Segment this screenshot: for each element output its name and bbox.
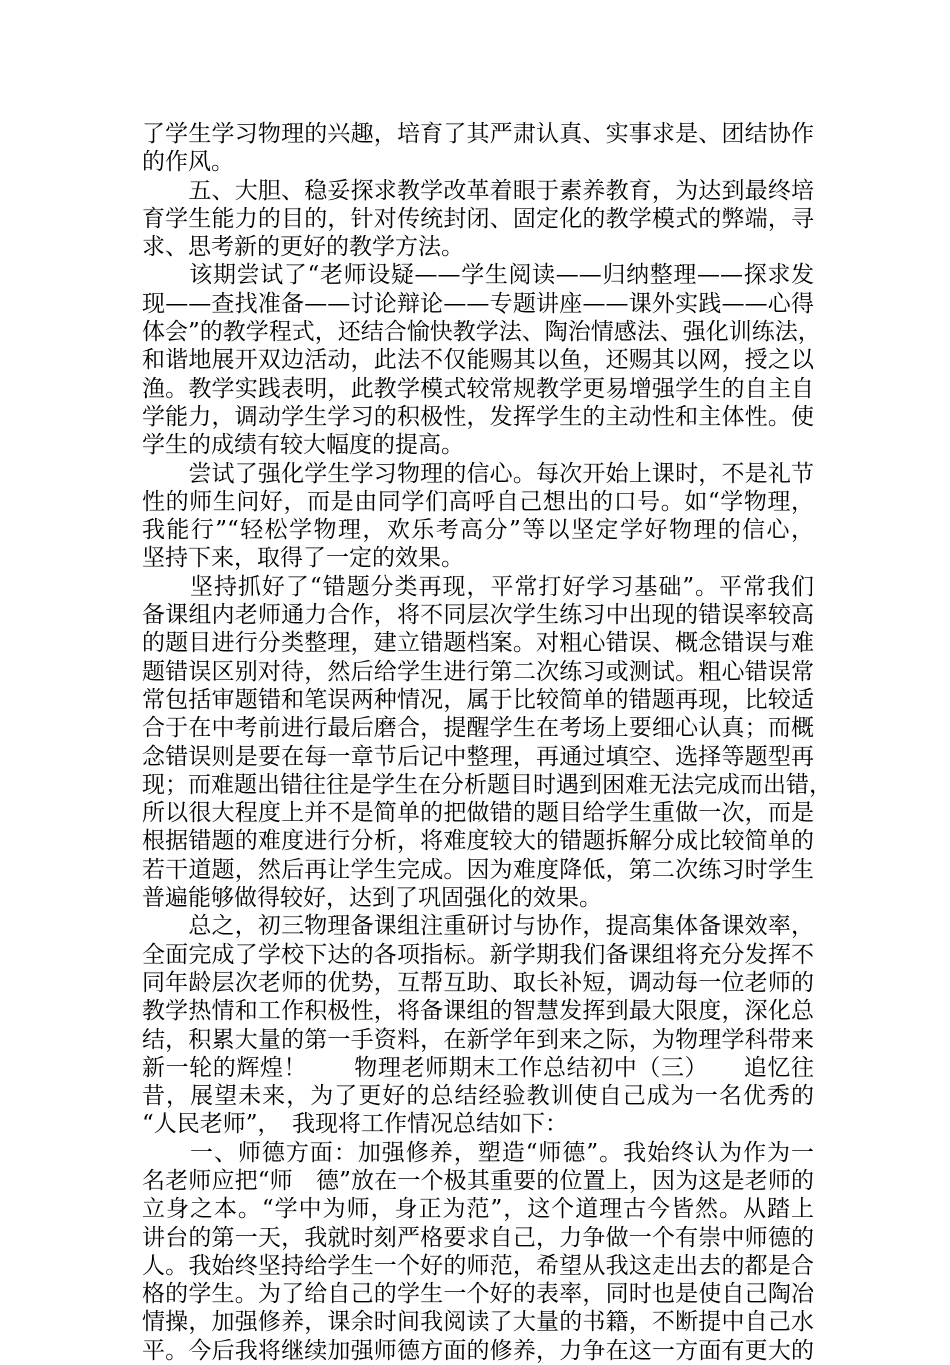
text-line: 学生的成绩有较大幅度的提高。: [142, 432, 464, 459]
text-line: 所以很大程度上并不是简单的把做错的题目给学生重做一次，而是: [142, 800, 814, 827]
text-line: 坚持下来，取得了一定的效果。: [142, 545, 464, 572]
text-line: 一、师德方面：加强修养，塑造“师德”。我始终认为作为一: [142, 1139, 814, 1166]
text-line: 备课组内老师通力合作，将不同层次学生练习中出现的错误率较高: [142, 602, 814, 629]
text-line: 常包括审题错和笔误两种情况，属于比较简单的错题再现，比较适: [142, 686, 814, 713]
text-line: 育学生能力的目的，针对传统封闭、固定化的教学模式的弊端，寻: [142, 205, 814, 232]
text-line: 合于在中考前进行最后磨合，提醒学生在考场上要细心认真；而概: [142, 715, 814, 742]
document-body: [142, 120, 832, 1365]
text-line: 昔，展望未来，为了更好的总结经验教训使自己成为一名优秀的: [142, 1083, 814, 1110]
text-line: 我能行”“轻松学物理，欢乐考高分”等以坚定学好物理的信心，: [142, 517, 814, 544]
text-line: 现——查找准备——讨论辩论——专题讲座——课外实践——心得: [142, 290, 814, 317]
text-line: 现；而难题出错往往是学生在分析题目时遇到困难无法完成而出错，: [142, 771, 832, 798]
text-line: 人。我始终坚持给学生一个好的师范，希望从我这走出去的都是合: [142, 1252, 814, 1279]
text-line: 格的学生。为了给自己的学生一个好的表率，同时也是使自己陶冶: [142, 1281, 814, 1308]
text-line: 性的师生问好，而是由同学们高呼自己想出的口号。如“学物理，: [142, 488, 814, 515]
text-line: “人民老师”， 我现将工作情况总结如下：: [142, 1111, 569, 1138]
text-line: 结，积累大量的第一手资料，在新学年到来之际，为物理学科带来: [142, 1026, 814, 1053]
text-line: 念错误则是要在每一章节后记中整理，再通过填空、选择等题型再: [142, 743, 814, 770]
text-line: 新一轮的辉煌！ 物理老师期末工作总结初中（三） 追忆往: [142, 1054, 814, 1081]
text-line: 情操，加强修养，课余时间我阅读了大量的书籍，不断提中自己水: [142, 1309, 814, 1336]
text-line: 学能力，调动学生学习的积极性，发挥学生的主动性和主体性。使: [142, 403, 814, 430]
text-line: 普遍能够做得较好，达到了巩固强化的效果。: [142, 885, 602, 912]
text-line: 总之，初三物理备课组注重研讨与协作，提高集体备课效率，: [142, 913, 814, 940]
text-line: 的题目进行分类整理，建立错题档案。对粗心错误、概念错误与难: [142, 630, 814, 657]
text-line: 名老师应把“师 德”放在一个极其重要的位置上，因为这是老师的: [142, 1167, 814, 1194]
text-line: 该期尝试了“老师设疑——学生阅读——归纳整理——探求发: [142, 262, 814, 289]
text-line: 渔。教学实践表明，此教学模式较常规教学更易增强学生的自主自: [142, 375, 814, 402]
text-line: 题错误区别对待，然后给学生进行第二次练习或测试。粗心错误常: [142, 658, 814, 685]
text-line: 了学生学习物理的兴趣，培育了其严肃认真、实事求是、团结协作: [142, 121, 814, 147]
text-line: 若干道题，然后再让学生完成。因为难度降低，第二次练习时学生: [142, 856, 814, 883]
text-line: 的作风。: [142, 149, 234, 176]
text-line: 全面完成了学校下达的各项指标。新学期我们备课组将充分发挥不: [142, 941, 814, 968]
text-line: 体会”的教学程式，还结合愉快教学法、陶治情感法、强化训练法，: [142, 319, 821, 346]
text-line: 求、思考新的更好的教学方法。: [142, 234, 464, 261]
text-line: 同年龄层次老师的优势，互帮互助、取长补短，调动每一位老师的: [142, 969, 814, 996]
text-line: 尝试了强化学生学习物理的信心。每次开始上课时，不是礼节: [142, 460, 814, 487]
text-line: 教学热情和工作积极性，将备课组的智慧发挥到最大限度，深化总: [142, 998, 814, 1025]
text-line: 根据错题的难度进行分析，将难度较大的错题拆解分成比较简单的: [142, 828, 814, 855]
text-line: 讲台的第一天，我就时刻严格要求自己，力争做一个有崇中师德的: [142, 1224, 814, 1251]
text-line: 五、大胆、稳妥探求教学改革着眼于素养教育，为达到最终培: [142, 177, 814, 204]
text-line: 坚持抓好了“错题分类再现，平常打好学习基础”。平常我们: [142, 573, 814, 600]
text-line: 平。今后我将继续加强师德方面的修养，力争在这一方面有更大的: [142, 1337, 814, 1364]
text-line: 和谐地展开双边活动，此法不仅能赐其以鱼，还赐其以网，授之以: [142, 347, 814, 374]
text-line: 立身之本。“学中为师，身正为范”，这个道理古今皆然。从踏上: [142, 1196, 814, 1223]
